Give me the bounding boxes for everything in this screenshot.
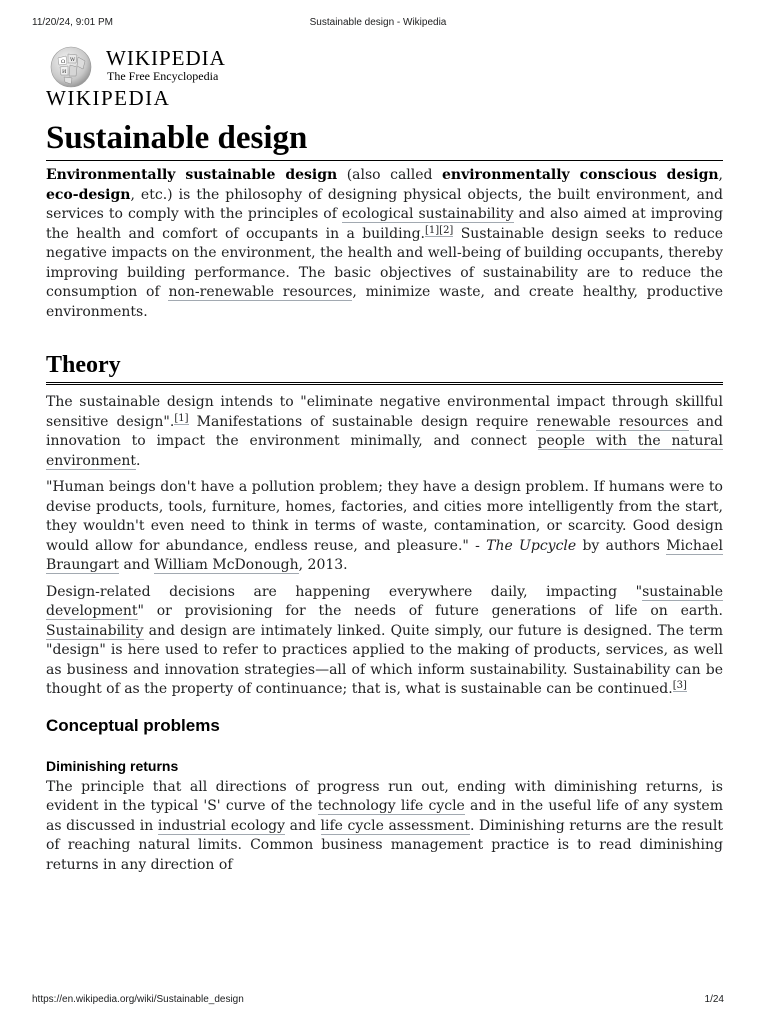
- link-life-cycle-assessment[interactable]: life cycle assessment: [320, 817, 471, 834]
- italic-title: The Upcycle: [486, 537, 577, 554]
- link-william-mcdonough[interactable]: William McDonough: [154, 557, 299, 573]
- theory-paragraph-3: [46, 583, 723, 700]
- text: (also called: [337, 167, 443, 183]
- text: " or provisioning for the needs of future generations of life on earth.: [137, 603, 723, 619]
- article-title: Sustainable design: [46, 118, 723, 161]
- link-michael-braungart[interactable]: Michael Braungart: [46, 537, 723, 573]
- theory-paragraph-2: [46, 478, 723, 576]
- bold-term: environmentally conscious design: [442, 167, 719, 183]
- link-technology-life-cycle[interactable]: technology life cycle: [317, 798, 465, 814]
- text: Manifestations of sustainable design require: [188, 413, 537, 430]
- diminishing-returns-paragraph: [46, 778, 723, 876]
- text: and design are intimately linked. Quite simply, our future is designed. The term "design" is here used to refer to practices applied to the making of products, services, as well as business and innovation strategies—all of which inform sustainability. Sustainability can be thought of as the property of continuance; that is, what is sustainable can be continued.: [46, 622, 723, 697]
- wikipedia-logo[interactable]: [46, 44, 723, 110]
- citation-3[interactable]: [3]: [672, 680, 687, 691]
- citation-2[interactable]: [2]: [439, 224, 454, 236]
- section-heading-diminishing-returns: Diminishing returns: [46, 757, 179, 774]
- svg-text:W: W: [70, 57, 76, 63]
- bold-term: Environmentally sustainable design: [46, 167, 338, 183]
- link-industrial-ecology[interactable]: industrial ecology: [157, 817, 286, 834]
- text: . Diminishing returns are the result of reaching natural limits. Common business management practice is to read diminishing returns in any direction of: [46, 817, 724, 873]
- svg-text:И: И: [62, 69, 67, 75]
- text: and: [119, 557, 155, 573]
- lead-paragraph: [46, 166, 723, 322]
- link-ecological-sustainability[interactable]: ecological sustainability: [341, 206, 514, 222]
- text: "Human beings don't have a pollution problem; they have a design problem. If humans were to devise products, tools, furniture, homes, factories, and cities more intelligently from the start, they wouldn't even need to think in terms of waste, contamination, or scarcity. Good design would allow for abundance, endless reuse, and pleasure." -: [46, 479, 723, 554]
- link-sustainable-development[interactable]: sustainable development: [46, 583, 723, 619]
- print-url: https://en.wikipedia.org/wiki/Sustainable_design: [32, 994, 244, 1005]
- link-sustainability[interactable]: Sustainability: [46, 622, 144, 639]
- wikipedia-globe-icon: [46, 44, 97, 88]
- svg-text:Ω: Ω: [61, 59, 66, 65]
- citation-1[interactable]: [1]: [425, 224, 440, 236]
- print-page-title: Sustainable design - Wikipedia: [309, 17, 447, 28]
- print-page-number: 1/24: [704, 994, 724, 1005]
- text: and in the useful life of any system as discussed in: [46, 798, 723, 834]
- text: , minimize waste, and create healthy, productive environments.: [46, 284, 723, 320]
- bold-term: eco-design: [46, 186, 131, 203]
- link-people-with-the-natural-environment[interactable]: people with the natural environment: [46, 433, 723, 469]
- wikipedia-wordmark: WIKIPEDIA: [106, 46, 226, 70]
- section-heading-theory: Theory: [46, 350, 723, 385]
- print-header: [32, 17, 724, 31]
- theory-paragraph-1: [46, 393, 723, 471]
- section-heading-conceptual-problems: Conceptual problems: [46, 715, 220, 735]
- text: by authors: [576, 537, 667, 554]
- text: and: [285, 817, 321, 834]
- article-page: [46, 44, 723, 875]
- print-footer: [32, 994, 724, 1008]
- wikipedia-tagline: The Free Encyclopedia: [107, 69, 219, 83]
- text: Sustainable design seeks to reduce negative impacts on the environment, the health and well-being of building occupants, thereby improving building performance. The basic objectives of sustainability are to reduce the consumption of: [46, 225, 723, 300]
- print-datetime: 11/20/24, 9:01 PM: [32, 17, 113, 28]
- text: ,: [718, 167, 723, 183]
- text: The sustainable design intends to "eliminate negative environmental impact through skillful sensitive design".: [46, 394, 723, 430]
- citation-1[interactable]: [1]: [174, 412, 189, 424]
- text: The principle that all directions of progress run out, ending with diminishing returns, is evident in the typical 'S' curve of the: [46, 778, 723, 814]
- text: .: [136, 452, 141, 469]
- wikipedia-wordmark-text: WIKIPEDIA: [46, 86, 171, 110]
- text: , 2013.: [298, 557, 348, 573]
- link-renewable-resources[interactable]: renewable resources: [536, 413, 689, 430]
- text: and innovation to impact the environment minimally, and connect: [46, 413, 723, 449]
- text: Design-related decisions are happening everywhere daily, impacting ": [46, 583, 643, 600]
- text: , etc.) is the philosophy of designing physical objects, the built environment, and services to comply with the principles of: [46, 186, 723, 222]
- link-non-renewable-resources[interactable]: non-renewable resources: [168, 284, 353, 300]
- text: and also aimed at improving the health and comfort of occupants in a building.: [46, 206, 723, 242]
